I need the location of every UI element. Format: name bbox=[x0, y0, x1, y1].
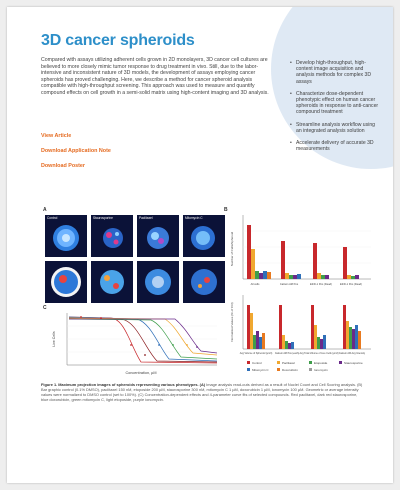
highlight-item: • Characterize dose-dependent phenotypic effect on human cancer spheroids in response to anti-cancer compound treatment bbox=[290, 91, 382, 116]
spheroid-image-paclitaxel-3d bbox=[137, 261, 179, 303]
top-group-label: Calcein AM Pos bbox=[279, 283, 299, 286]
panel-c-chart bbox=[41, 307, 221, 377]
legend-label: Mitomycin C bbox=[252, 368, 269, 372]
spheroid-graphic bbox=[91, 215, 133, 257]
highlight-item: • Accelerate delivery of accurate 3D measurements bbox=[290, 140, 382, 152]
spheroid-image-paclitaxel bbox=[137, 215, 179, 257]
spheroid-graphic bbox=[137, 215, 179, 257]
panel-c-letter: C bbox=[43, 305, 47, 311]
legend-label: Ionomycin bbox=[314, 368, 328, 372]
top-group-label: EthD-1 Pos (Dead) bbox=[310, 283, 332, 286]
spheroid-label: Mitomycin C bbox=[185, 216, 203, 220]
bottom-bar-chart bbox=[230, 295, 371, 355]
top-group-label: All cells bbox=[250, 283, 260, 286]
legend-label: Etoposide bbox=[314, 361, 328, 365]
spheroid-label: Paclitaxel bbox=[139, 216, 153, 220]
bottom-group-label: Avg Volume of Spheroid (µm3) bbox=[239, 352, 273, 355]
spheroid-graphic bbox=[183, 261, 225, 303]
highlight-item: • Streamline analysis workflow using an integrated analysis solution bbox=[290, 122, 382, 134]
figure-panel-a bbox=[41, 209, 221, 305]
legend-label: Staurosporine bbox=[344, 361, 363, 365]
figure-panel-c bbox=[41, 307, 221, 377]
panel-c-ylabel: Live Cells bbox=[52, 331, 56, 347]
view-article-link[interactable]: View Article bbox=[41, 133, 72, 139]
top-group-label: EthD-1 Pos (Dead) bbox=[340, 283, 362, 286]
bottom-chart-ylabel: Normalized Values (% of Ctrl) bbox=[230, 302, 234, 342]
spheroid-graphic bbox=[137, 261, 179, 303]
highlights-list bbox=[290, 60, 382, 158]
bottom-group-label: Avg Total Volume of Live Cells (µm3) bbox=[299, 352, 339, 355]
panel-a-letter: A bbox=[43, 207, 47, 213]
spheroid-graphic bbox=[45, 215, 87, 257]
panel-b-letter: B bbox=[224, 207, 228, 213]
spheroid-graphic bbox=[45, 261, 87, 303]
spheroid-label: Control bbox=[47, 216, 58, 220]
highlight-item: • Develop high-throughput, high-content image acquisition and analysis methods for complex 3D assays bbox=[290, 60, 382, 85]
spheroid-image-control bbox=[45, 215, 87, 257]
intro-paragraph: Compared with assays utilizing adherent cells grown in 2D monolayers, 3D cancer cell cultures are believed to more closely mimic tumor response to drug treatment in vivo. Still, due to the labor-intensive and inconsistent nature of 3D models, the development of assays employing cancer spheroids has proved challenging. Here, we describe a method for cancer spheroid analysis compatible with high-throughput screening. This approach was used to measure and quantify compound effects on cell growth in a semi-solid matrix using high-content imaging and 3D analysis. bbox=[41, 57, 269, 96]
spheroid-graphic bbox=[91, 261, 133, 303]
download-application-note-link[interactable]: Download Application Note bbox=[41, 148, 111, 154]
spheroid-image-mitomycin-3d bbox=[183, 261, 225, 303]
bottom-group-label: Calcein AM Avg Intensity bbox=[338, 352, 366, 355]
top-bar-chart bbox=[230, 215, 371, 286]
spheroid-image-mitomycin bbox=[183, 215, 225, 257]
panel-c-xlabel: Concentration, µM bbox=[125, 371, 157, 375]
figure-caption-title: Figure 1. Maximum projection images of spheroids representing various phenotypes. (A) bbox=[41, 382, 206, 387]
spheroid-image-staurosporine-3d bbox=[91, 261, 133, 303]
spheroid-image-staurosporine bbox=[91, 215, 133, 257]
spheroid-label: Staurosporine bbox=[93, 216, 113, 220]
top-chart-ylabel: Number of Cells/Spheroid bbox=[230, 231, 234, 267]
panel-b-charts bbox=[225, 209, 375, 379]
spheroid-image-control-3d bbox=[45, 261, 87, 303]
figure-caption bbox=[41, 382, 363, 402]
bottom-group-label: Calcein AM Pos (each) bbox=[274, 352, 300, 355]
spheroid-graphic bbox=[183, 215, 225, 257]
panel-b-legend bbox=[247, 361, 363, 372]
download-poster-link[interactable]: Download Poster bbox=[41, 163, 86, 169]
figure-caption-body: Image analysis read-outs derived as a result of Nuclei Count and Cell Scoring analysis. (B) Bar graphic control (0.1% DMSO), paclitaxel 150 nM, etoposide 200 µM, staurosporine 300 nM, mitomycin C 1 µM, doxorubicin 1 µM, ionomycin 100 µM. Geometric or average intensity values were normalized to DMSO control (set to 100%). (C) Concentration-dependent effects and 4-parameter curve fits of selected compounds. Red paclitaxel, dark red staurosporine, blue doxorubicin, green mitomycin C, light etoposide, purple ionomycin. bbox=[41, 382, 363, 403]
figure-panel-b bbox=[225, 209, 375, 379]
legend-label: Control bbox=[252, 361, 262, 365]
page bbox=[7, 7, 393, 483]
page-title: 3D cancer spheroids bbox=[41, 32, 195, 49]
legend-label: Paclitaxel bbox=[282, 361, 295, 365]
legend-label: Doxorubicin bbox=[282, 368, 298, 372]
